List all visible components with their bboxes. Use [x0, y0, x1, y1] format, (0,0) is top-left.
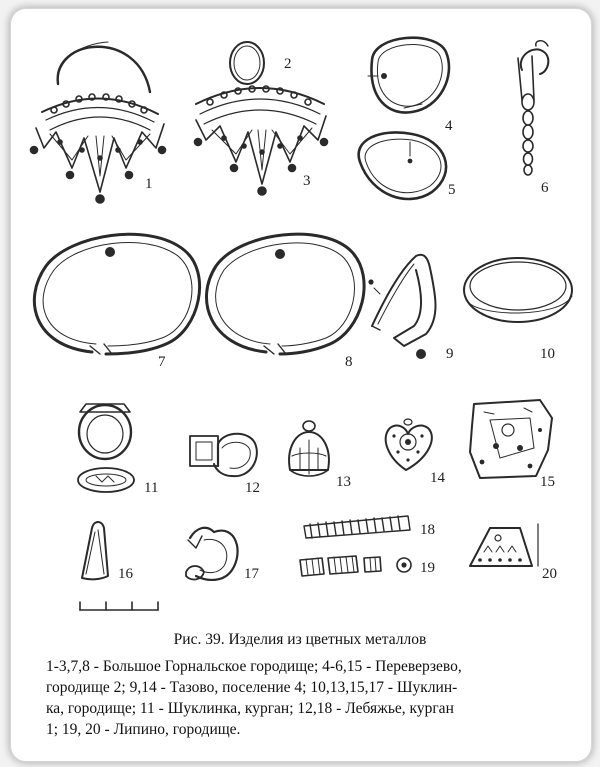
item-number-14: 14 — [430, 470, 445, 486]
item-number-8: 8 — [345, 354, 353, 370]
artifact-20-triangle-pendant — [470, 524, 538, 566]
artifact-9-bracelet-fragment — [368, 255, 435, 359]
item-number-7: 7 — [158, 354, 166, 370]
item-number-5: 5 — [448, 182, 456, 198]
artifact-8-bracelet — [206, 234, 364, 354]
item-number-6: 6 — [541, 180, 549, 196]
caption-line: 1; 19, 20 - Липино, городище. — [46, 721, 241, 738]
item-number-18: 18 — [420, 522, 435, 538]
item-number-13: 13 — [336, 474, 351, 490]
caption-line: ка, городище; 11 - Шуклинка, курган; 12,18 - Лебяжье, курган — [46, 700, 454, 717]
artifact-15-plaque — [470, 400, 552, 478]
artifact-17-fragment — [186, 528, 238, 580]
artifact-14-heart-pendant — [386, 419, 432, 470]
item-number-12: 12 — [245, 480, 260, 496]
artifact-16-cone — [82, 522, 108, 579]
artifact-12-buckle — [190, 434, 257, 476]
item-number-3: 3 — [303, 173, 311, 189]
artifact-10-band-ring — [464, 258, 572, 322]
item-number-17: 17 — [244, 566, 259, 582]
artifact-18-spiral — [304, 516, 410, 538]
item-number-9: 9 — [446, 346, 454, 362]
item-number-15: 15 — [540, 474, 555, 490]
figure-caption — [46, 656, 566, 740]
item-number-1: 1 — [145, 176, 153, 192]
item-number-10: 10 — [540, 346, 555, 362]
artifact-7-bracelet — [34, 234, 199, 354]
artifact-6-chain — [518, 41, 548, 175]
scale-bar — [80, 602, 158, 610]
artifact-11-ring — [78, 404, 134, 492]
artifact-19-beads — [300, 556, 411, 576]
artifact-5-bracelet — [359, 132, 446, 199]
artifact-13-bell — [289, 421, 329, 476]
item-number-2: 2 — [284, 56, 292, 72]
item-number-16: 16 — [118, 566, 133, 582]
item-number-19: 19 — [420, 560, 435, 576]
caption-line: 1-3,7,8 - Большое Горнальское городище; 4-6,15 - Переверзево, — [46, 658, 462, 675]
figure-title: Рис. 39. Изделия из цветных металлов — [173, 631, 427, 648]
item-number-4: 4 — [445, 118, 453, 134]
item-number-11: 11 — [144, 480, 159, 496]
caption-line: городище 2; 9,14 - Тазово, поселение 4; 10,13,15,17 - Шуклин- — [46, 679, 458, 696]
artifact-4-bracelet — [368, 38, 449, 113]
item-number-20: 20 — [542, 566, 557, 582]
artifact-2-small-ring — [230, 42, 264, 84]
